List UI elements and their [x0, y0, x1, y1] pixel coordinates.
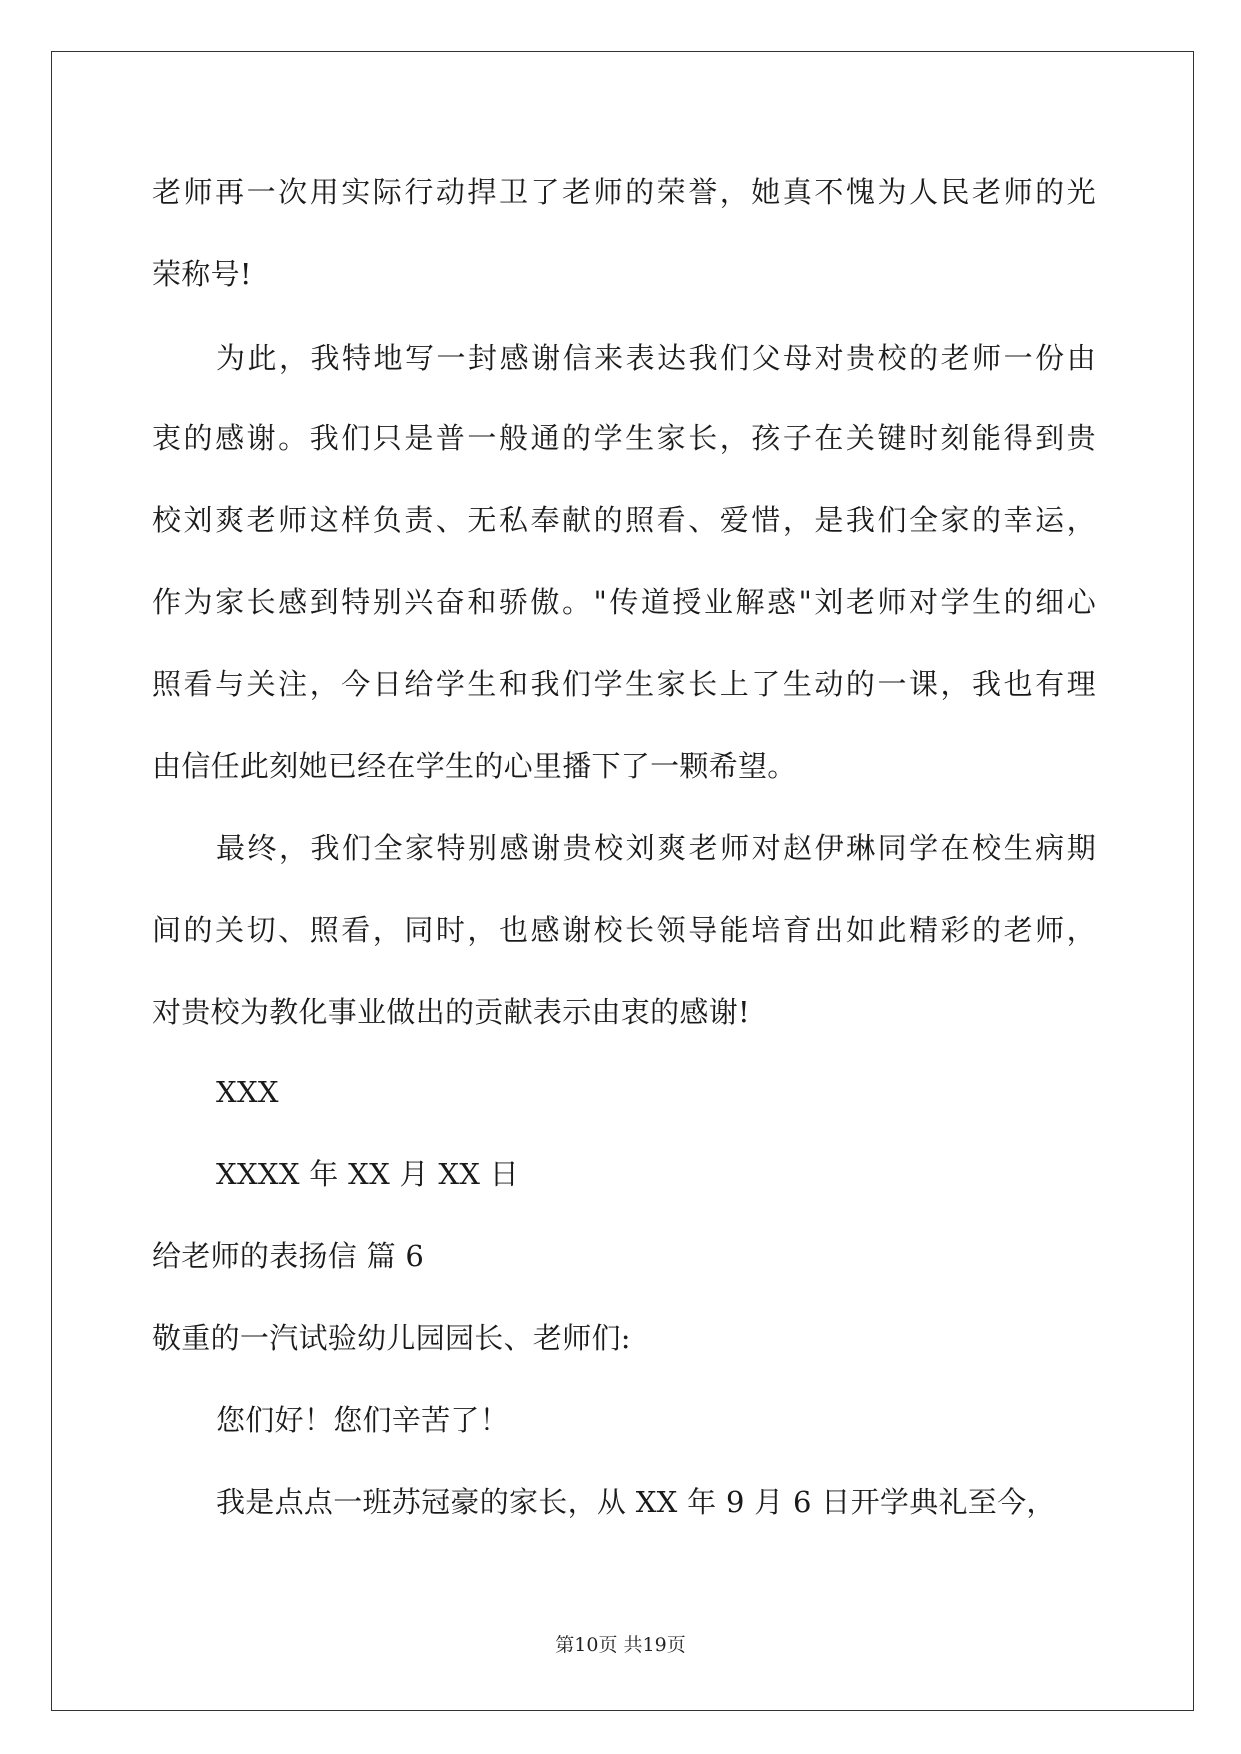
page-number-footer: 第10页 共19页 [555, 1634, 686, 1656]
text-line: 校刘爽老师这样负责、无私奉献的照看、爱惜，是我们全家的幸运， [152, 503, 1096, 537]
text-line: 由信任此刻她已经在学生的心里播下了一颗希望。 [152, 749, 797, 783]
text-line: 对贵校为教化事业做出的贡献表示由衷的感谢! [152, 995, 750, 1029]
text-line: 为此，我特地写一封感谢信来表达我们父母对贵校的老师一份由 [216, 341, 1096, 375]
signature-date: XXXX 年 XX 月 XX 日 [216, 1157, 520, 1191]
salutation: 敬重的一汽试验幼儿园园长、老师们: [152, 1321, 631, 1355]
page-border [51, 51, 1194, 1711]
text-line: 最终，我们全家特别感谢贵校刘爽老师对赵伊琳同学在校生病期 [216, 831, 1096, 865]
greeting: 您们好！您们辛苦了！ [216, 1403, 510, 1437]
text-line: 作为家长感到特别兴奋和骄傲。"传道授业解惑"刘老师对学生的细心 [152, 585, 1096, 619]
text-line: 荣称号! [152, 257, 252, 291]
text-line: 照看与关注，今日给学生和我们学生家长上了生动的一课，我也有理 [152, 667, 1096, 701]
text-line: 老师再一次用实际行动捍卫了老师的荣誉，她真不愧为人民老师的光 [152, 175, 1096, 209]
text-line: 间的关切、照看，同时，也感谢校长领导能培育出如此精彩的老师， [152, 913, 1096, 947]
text-line: 衷的感谢。我们只是普一般通的学生家长，孩子在关键时刻能得到贵 [152, 421, 1096, 455]
signature-name: XXX [216, 1075, 279, 1109]
text-line: 我是点点一班苏冠豪的家长，从 XX 年 9 月 6 日开学典礼至今， [216, 1485, 1056, 1519]
section-heading: 给老师的表扬信 篇 6 [152, 1239, 425, 1273]
